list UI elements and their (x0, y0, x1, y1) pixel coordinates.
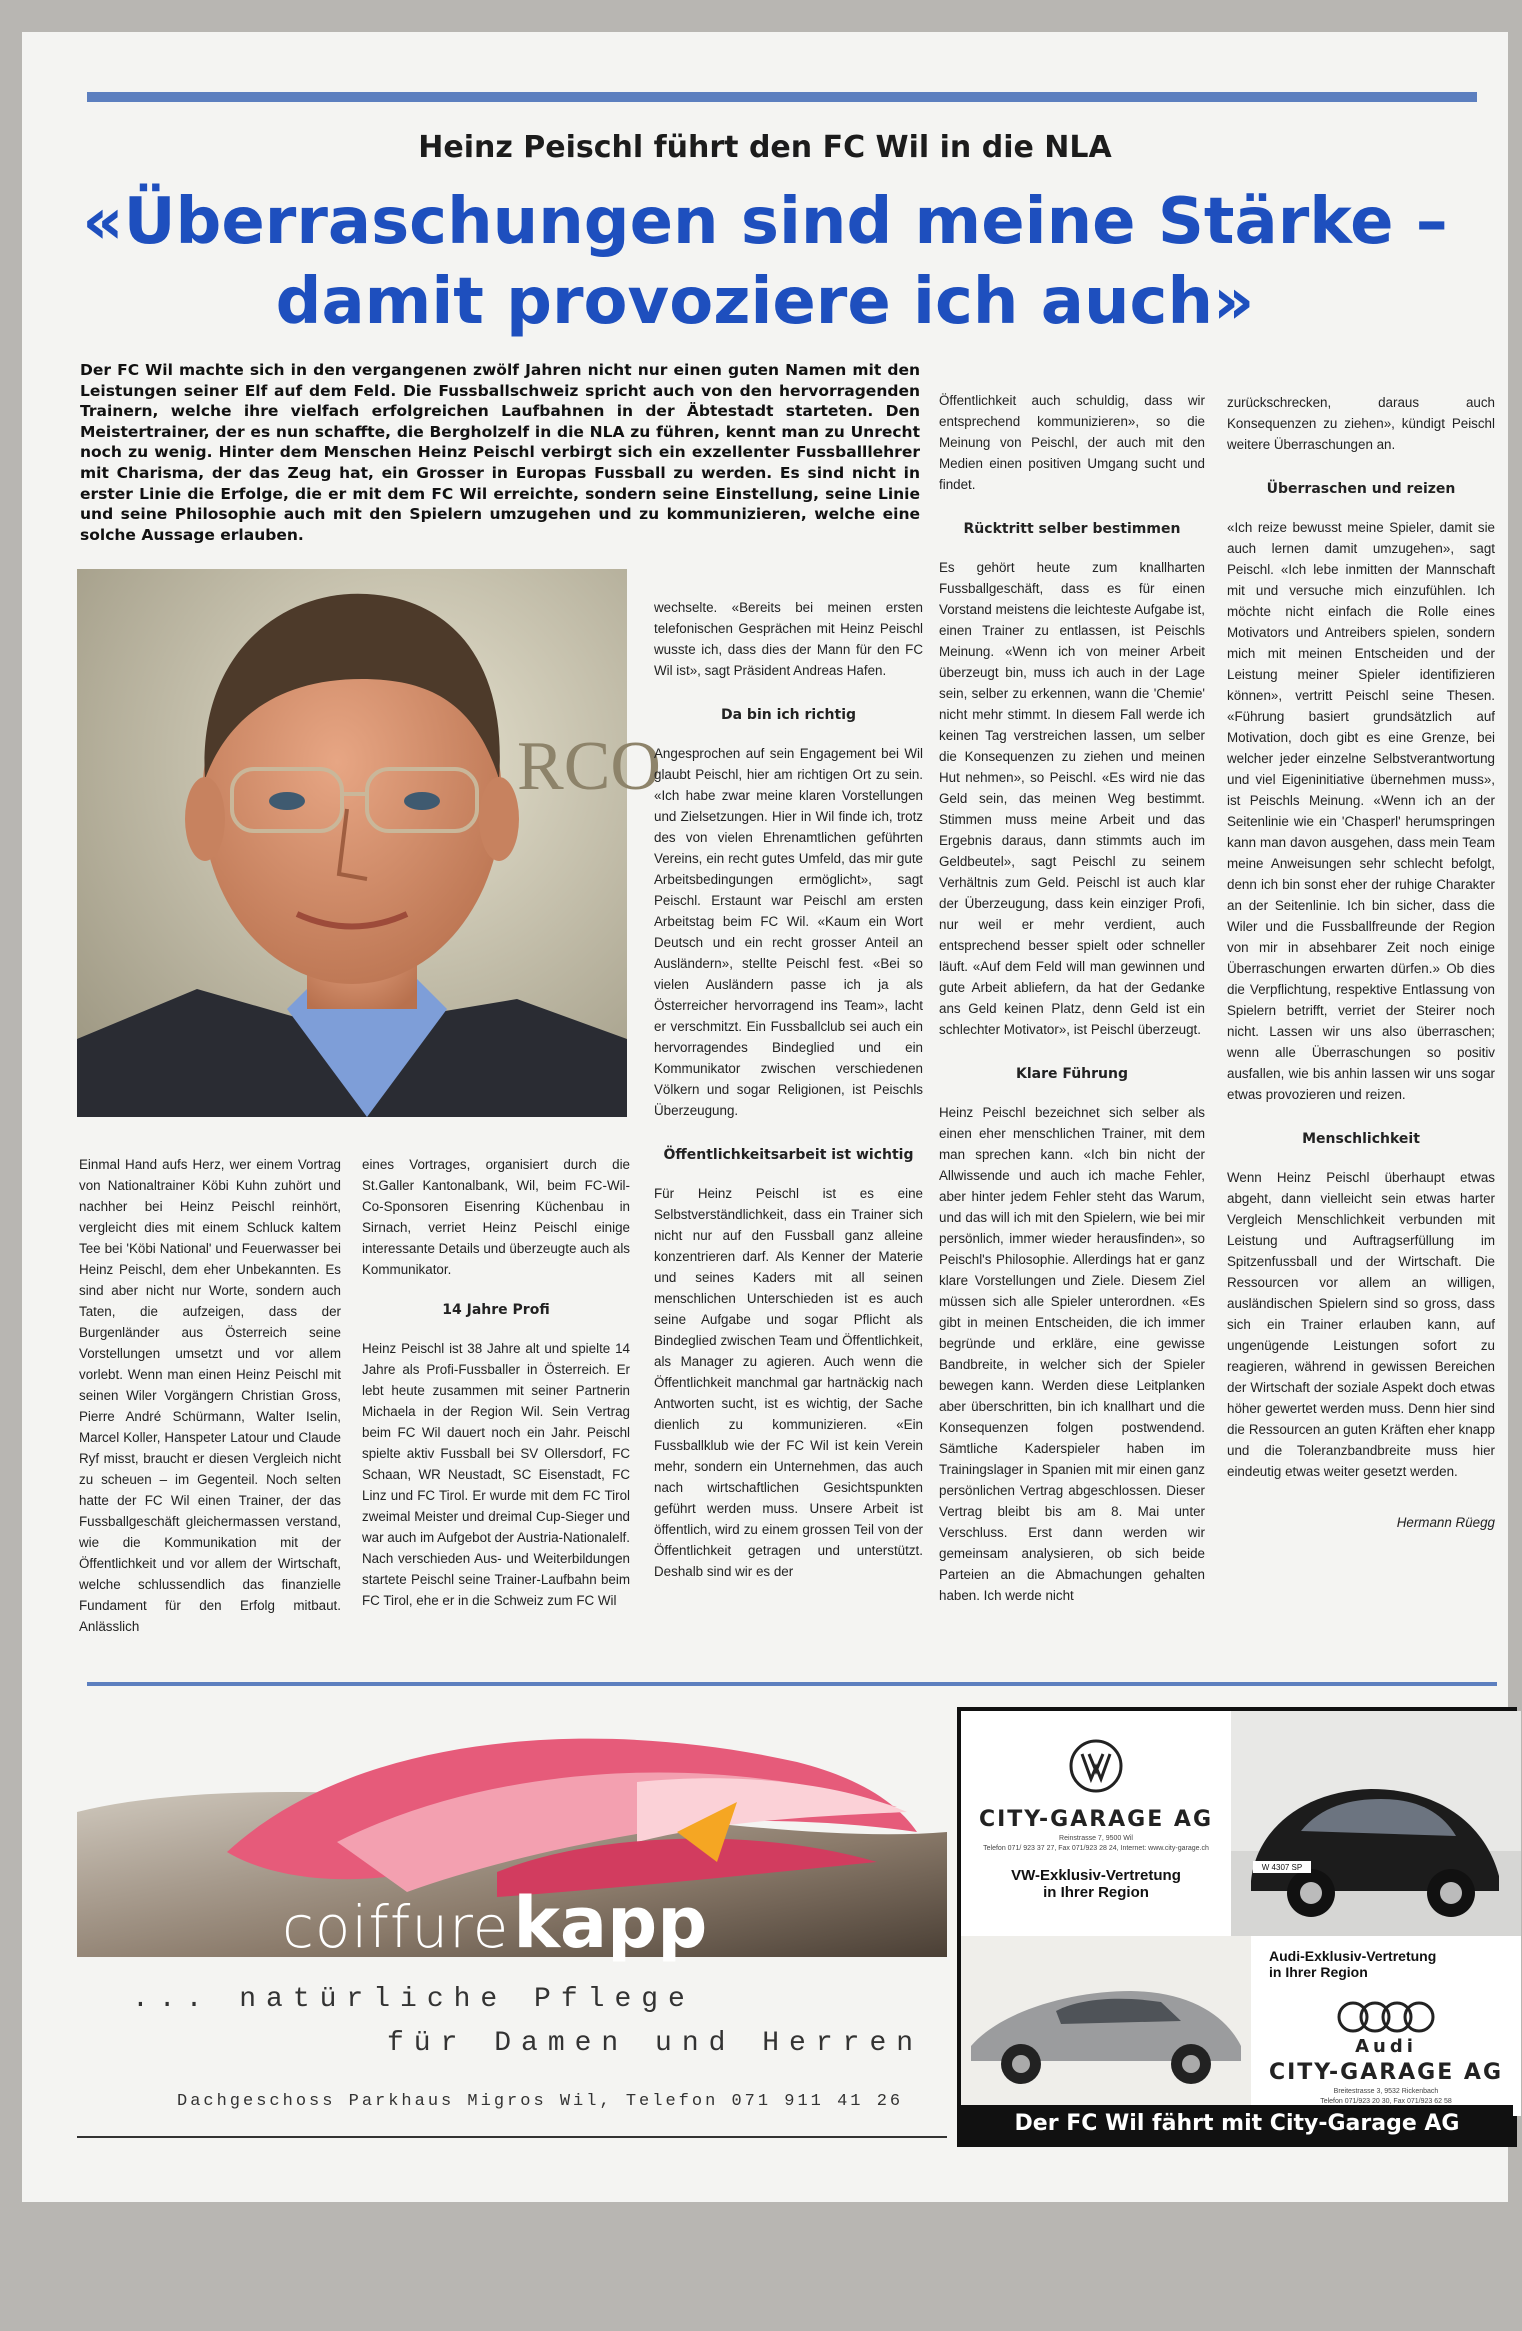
portrait-illustration (77, 569, 661, 1117)
paragraph: Heinz Peischl bezeichnet sich selber als einen eher menschlichen Trainer, mit dem man sprechen kann. «Ich bin nicht der Allwissende und auch ich mache Fehler, aber hinter jedem Fehler steht das Warum, und das will ich mit den Spielern, wie bei mir persönlich, immer wieder herausfinden», so Peischl's Philosophie. Allerdings hat er ganz klare Vorstellungen und Ziele. Diesem Ziel müssen sich alle Spieler unterordnen. «Es gibt in meinen Entscheiden, die ich immer begründe und erkläre, eine gewisse Bandbreite, in welcher sich der Spieler bewegen kann. Werden diese Leitplanken aber überschritten, bin ich knallhart und die Konsequenzen folgen postwendend. Sämtliche Kaderspieler haben im Trainingslager in Spanien mit mir einen ganz persönlichen Vertrag abgeschlossen. Dieser Vertrag bleibt bis am 8. Mai unter Verschluss. Erst dann werden wir gemeinsam analysieren, ob sich beide Parteien an die Abmachungen gehalten haben. Ich werde nicht (939, 1105, 1205, 1603)
audi-panel (1251, 1936, 1521, 2116)
audi-brand: CITY-GARAGE AG (1268, 2060, 1504, 2085)
headline-line-1: «Überraschungen sind meine Stärke – (82, 185, 1448, 259)
beetle-photo (1231, 1711, 1521, 1936)
audi-contact: Telefon 071/923 20 30, Fax 071/923 62 58 (1320, 2098, 1452, 2105)
beetle-car-illustration (1231, 1711, 1521, 1936)
vw-contact: Telefon 071/ 923 37 27, Fax 071/923 28 24, Internet: www.city-garage.ch (983, 1845, 1209, 1852)
newspaper-page (22, 32, 1508, 2202)
paragraph: Es gehört heute zum knallharten Fussballgeschäft, dass es für einen Vorstand meistens die leichteste Aufgabe ist, einen Trainer zu entlassen, ist Peischls Meinung. «Wenn ich von meiner Arbeit überzeugt bin, muss ich auch in der Lage sein, selber zu erkennen, wann die 'Chemie' nicht mehr stimmt. In diesem Fall werde ich keinen Tag verstreichen lassen, um selber die Konsequenzen zu ziehen und meinen Hut nehmen», so Peischl. «Es wird nie das Geld sein, das meinen Weg bestimmt. Stimmen muss meine Arbeit und das Ergebnis daraus, dann stimmts auch im Geldbeutel», sagt Peischl zu seinem Verhältnis zum Geld. Peischl ist auch klar der Überzeugung, dass kein einziger Profi, nur weil er mehr verdient, auch entsprechend besser spielt oder schneller läuft. «Auf dem Feld will man gewinnen und gute Arbeit abliefern, da hat der Gedanke ans Geld keinen Platz, denn Geld ist ein schlechter Motivator», ist Peischl überzeugt. (939, 560, 1205, 1037)
author-byline: Hermann Rüegg (1396, 1515, 1495, 1530)
headline (62, 182, 1468, 342)
headline-line-2: damit provoziere ich auch» (275, 265, 1255, 339)
brand-name-bold: kapp (513, 1882, 708, 1964)
vw-brand: CITY-GARAGE AG (978, 1807, 1214, 1832)
column-4 (939, 390, 1205, 1606)
vw-logo-icon (1069, 1739, 1123, 1793)
subhead: Überraschen und reizen (1266, 481, 1456, 497)
paragraph: Heinz Peischl ist 38 Jahre alt und spielte 14 Jahre als Profi-Fussballer in Österreich. Er lebt heute zusammen mit seiner Partnerin Michaela in der Region Wil. Sein Vertrag beim FC Wil dauert noch ein Jahr. Peischl spielte aktiv Fussball bei SV Ollersdorf, FC Schaan, WR Neustadt, SC Eisenstadt, FC Linz und FC Tirol. Er wurde mit dem FC Tirol zweimal Meister und dreimal Cup-Sieger und war auch im Aufgebot der Austria-Nationalelf. Nach verschieden Aus- und Weiterbildungen startete Peischl seine Trainer-Laufbahn beim FC Tirol, ehe er in die Schweiz zum FC Wil (362, 1341, 630, 1608)
paragraph: Angesprochen auf sein Engagement bei Wil glaubt Peischl, hier am richtigen Ort zu sein. «Ich habe zwar meine klaren Vorstellungen und Zielsetzungen. Hier in Wil finde ich, trotz des von vielen Ehrenamtlichen geführten Vereins, ein recht gutes Umfeld, das mir gute Arbeitsbedingungen ermöglicht», sagt Peischl. Erstaunt war Peischl am ersten Arbeitstag beim FC Wil. «Kaum ein Wort Deutsch und ein recht grosser Anteil an Ausländern», stellte Peischl fest. «Bei so vielen Ausländern passe ich ja als Österreicher hervorragend ins Team», lacht er verschmitzt. Ein Fussballclub sei auch ein hervorragendes Bindeglied und ein Kommunikator zwischen verschiedenen Völkern und sogar Religionen, ist Peischls Überzeugung. (654, 746, 923, 1118)
slogan-line-2: für Damen und Herren (387, 2028, 924, 2059)
audi-title-line-2: in Ihrer Region (1269, 1964, 1368, 1980)
audi-title-line-1: Audi-Exklusiv-Vertretung (1269, 1948, 1437, 1964)
subhead: Öffentlichkeitsarbeit ist wichtig (663, 1147, 914, 1163)
column-2 (362, 1154, 630, 1611)
portrait-photo (77, 569, 661, 1117)
paragraph: wechselte. «Bereits bei meinen ersten telefonischen Gesprächen mit Heinz Peischl wusste ich, dass dies der Mann für den FC Wil ist», sagt Präsident Andreas Hafen. (654, 600, 923, 678)
paragraph: zurückschrecken, daraus auch Konsequenzen zu ziehen», kündigt Peischl weitere Überraschungen an. (1227, 395, 1495, 452)
city-garage-ad (957, 1707, 1517, 2147)
audi-address: Breitestrasse 3, 9532 Rickenbach (1333, 2088, 1439, 2095)
vw-panel (961, 1711, 1231, 1936)
subhead: Menschlichkeit (1302, 1131, 1420, 1147)
slogan-line-1: ... natürliche Pflege (132, 1984, 695, 2015)
coiffure-ad (77, 1722, 947, 2142)
paragraph: Öffentlichkeit auch schuldig, dass wir entsprechend kommunizieren», so die Meinung von Peischl, der auch mit den Medien einen positiven Umgang sucht und findet. (939, 393, 1205, 492)
paragraph: Wenn Heinz Peischl überhaupt etwas abgeht, dann vielleicht sein etwas harter Vergleich Menschlichkeit verbunden mit Leistung und Auftragserfüllung im Spitzenfussball und der Wirtschaft. Die Ressourcen vor allem an willigen, ausländischen Spielern sind so gross, dass sich ein Trainer erlauben kann, auf ungenügende Leistungen sofort zu reagieren, während in gewissen Bereichen der Wirtschaft der soziale Aspekt doch etwas höher gewertet werden muss. Denn hier sind die Ressourcen an guten Kräften eher knapp und die Toleranzbandbreite muss hier eindeutig etwas weiter gesetzt werden. (1227, 1170, 1495, 1479)
photo-sign: RCO (517, 728, 661, 805)
audi-tt-photo (961, 1936, 1251, 2116)
subhead: Klare Führung (1015, 1066, 1129, 1082)
subhead: Rücktritt selber bestimmen (963, 521, 1181, 537)
lead-paragraph: Der FC Wil machte sich in den vergangenen zwölf Jahren nicht nur einen guten Namen mit den Leistungen seiner Elf auf dem Feld. Die Fussballschweiz spricht auch von den hervorragenden Trainern, welche ihre vielfach erfolgreichen Laufbahnen in der Äbtestadt starteten. Den Meistertrainer, der es nun schaffte, die Bergholzelf in die NLA zu führen, kennt man zu Unrecht noch zu wenig. Hinter dem Menschen Heinz Peischl verbirgt sich ein exzellenter Fussballlehrer mit Charisma, der das Zeug hat, ein Grosser in Europas Fussball zu werden. Es sind nicht in erster Linie die Erfolge, die er mit dem FC Wil erreichte, sondern seine Einstellung, seine Linie und seine Philosophie auch mit den Spielern umzugehen und zu kommunizieren, welche eine solche Aussage erlauben. (80, 361, 920, 544)
audi-rings-icon (1336, 2000, 1436, 2034)
top-rule (87, 92, 1477, 102)
subhead: 14 Jahre Profi (442, 1302, 550, 1318)
subhead: Da bin ich richtig (720, 707, 857, 723)
paragraph: Einmal Hand aufs Herz, wer einem Vortrag von Nationaltrainer Köbi Kuhn zuhört und nachher bei Heinz Peischl reinhört, vergleicht dies mit einem Schluck kaltem Tee bei 'Köbi National' und Feuerwasser bei Heinz Peischl, dem eher Unbekannten. Es sind aber nicht nur Worte, sondern auch Taten, die aufzeigen, dass der Burgenländer aus Österreich seine Vorstellungen umsetzt und vor allem vorlebt. Wenn man einen Heinz Peischl mit seinen Wiler Vorgängern Christian Gross, Pierre André Schürmann, Walter Iselin, Marcel Koller, Hanspeter Latour und Claude Ryf misst, braucht er diesen Vergleich nicht zu scheuen – im Gegenteil. Noch selten hatte der FC Wil einen Trainer, der das Fussballgeschäft gleichermassen verstand, wie die Kommunikation mit der Öffentlichkeit und vor allem der Wirtschaft, welche schlussendlich das finanzielle Fundament für den Erfolg mitbaut. Anlässlich (79, 1157, 341, 1634)
license-plate: W 4307 SP (1261, 1863, 1303, 1872)
audi-name: Audi (1355, 2036, 1417, 2057)
column-5 (1227, 392, 1495, 1533)
ad-footer-banner: Der FC Wil fährt mit City-Garage AG (961, 2105, 1513, 2143)
ad-artwork (77, 1722, 947, 1964)
kicker: Heinz Peischl führt den FC Wil in die NLA (418, 130, 1112, 165)
vw-title-line-1: VW-Exklusiv-Vertretung (1011, 1867, 1181, 1884)
audi-car-illustration (961, 1936, 1251, 2116)
vw-address: Reinstrasse 7, 9500 Wil (1059, 1835, 1133, 1842)
vw-title-line-2: in Ihrer Region (1043, 1884, 1149, 1901)
column-3 (654, 597, 923, 1582)
audi-title (1269, 1948, 1436, 1980)
section-rule (87, 1682, 1497, 1686)
paragraph: eines Vortrages, organisiert durch die St.Galler Kantonalbank, Wil, beim FC-Wil-Co-Sponsoren Eisenring Küchenbau in Sirnach, verriet Heinz Peischl einige interessante Details und überzeugte auch als Kommunikator. (362, 1157, 630, 1277)
vw-title (961, 1867, 1231, 1901)
brand-logo (282, 1882, 707, 1964)
ad-rule (77, 2136, 947, 2138)
ad-address: Dachgeschoss Parkhaus Migros Wil, Telefon 071 911 41 26 (177, 2092, 904, 2111)
brand-name-light: coiffure (282, 1893, 510, 1961)
paragraph: «Ich reize bewusst meine Spieler, damit sie auch lernen damit umzugehen», sagt Peischl. «Ich lebe inmitten der Mannschaft mit und versuche mich einzufühlen. Ich möchte nicht einfach die Rolle eines Motivators und Antreibers spielen, sondern mich mit meinen Entscheiden und der Leistung meiner Spieler identifizieren können», vertritt Peischl seine Thesen. «Führung basiert grundsätzlich auf Motivation, doch gibt es eine Grenze, bei welcher jeder einzelne Selbstverantwortung und viel Eigeninitiative übernehmen muss», ist Peischls Meinung. «Wenn ich an der Seitenlinie wie ein 'Chasperl' herumspringen kann man davon ausgehen, dass mein Team meine Anweisungen sehr schlecht befolgt, denn ich bin sonst eher der ruhige Charakter an der Seitenlinie. Ich bin sicher, dass die Wiler und die Fussballfreunde der Region von mir in absehbarer Zeit noch einige Überraschungen erwarten dürfen.» Ob dies die Verpflichtung, respektive Entlassung von Spielern betrifft, verriet der Steirer noch nicht. Lassen wir uns also überraschen; wenn alle Überraschungen so positiv ausfallen, wie bis anhin lassen wir uns sogar etwas provozieren und reizen. (1227, 520, 1495, 1102)
paragraph: Für Heinz Peischl ist es eine Selbstverständlichkeit, dass ein Trainer sich nicht nur auf den Fussball ganz alleine konzentrieren darf. Als Kenner der Materie und seines Kaders mit all seinen menschlichen Unterschieden ist es auch seine Aufgabe und sogar Pflicht als Bindeglied zwischen Team und Öffentlichkeit, als Manager zu agieren. Auch wenn die Öffentlichkeit manchmal gar hartnäckig nach Antworten sucht, ist es wichtig, der Sache dienlich zu kommunizieren. «Ein Fussballklub wie der FC Wil ist kein Verein mehr, sondern ein Unternehmen, das auch nach wirtschaftlichen Gesichtspunkten geführt werden muss. Unsere Arbeit ist öffentlich, wird zu einem grossen Teil von der Öffentlichkeit getragen und unterstützt. Deshalb sind wir es der (654, 1186, 923, 1579)
column-1 (79, 1154, 341, 1637)
